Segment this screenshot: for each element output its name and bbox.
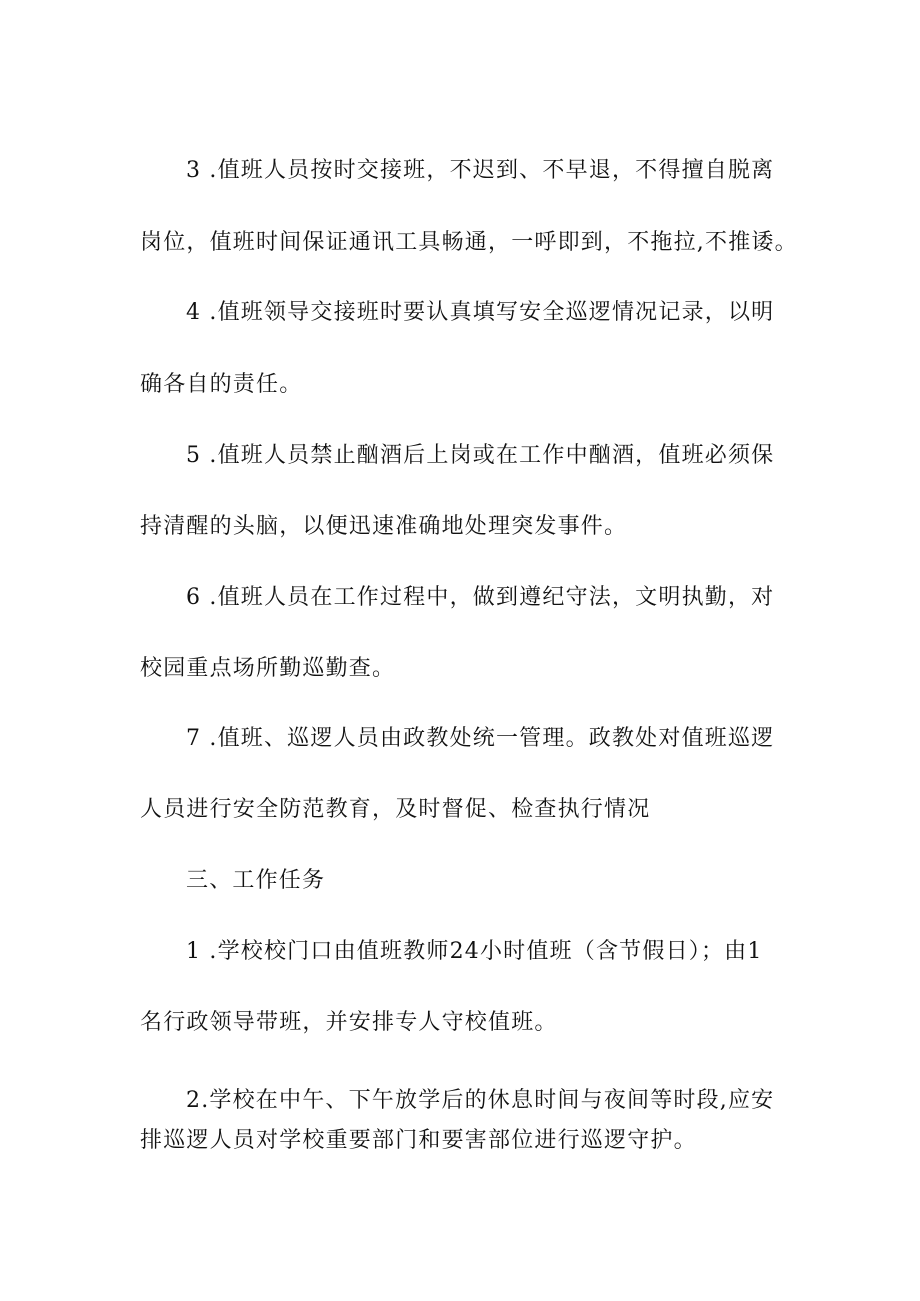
section-heading: 三、工作任务 xyxy=(186,868,326,893)
item-4-line-2: 确各自的责任。 xyxy=(140,372,303,397)
item-3-line-2: 岗位，值班时间保证通讯工具畅通，一呼即到，不拖拉,不推诿。 xyxy=(140,230,798,255)
item-3-line-1: 3 .值班人员按时交接班，不迟到、不早退，不得擅自脱离 xyxy=(186,158,775,183)
task-2-line-1: 2.学校在中午、下午放学后的休息时间与夜间等时段,应安 xyxy=(186,1088,775,1113)
task-2-line-2: 排巡逻人员对学校重要部门和要害部位进行巡逻守护。 xyxy=(140,1128,697,1153)
task-1-line-2: 名行政领导带班，并安排专人守校值班。 xyxy=(140,1010,558,1035)
item-4-line-1: 4 .值班领导交接班时要认真填写安全巡逻情况记录，以明 xyxy=(186,300,775,325)
item-5-line-2: 持清醒的头脑，以便迅速准确地处理突发事件。 xyxy=(140,514,628,539)
item-6-line-2: 校园重点场所勤巡勤查。 xyxy=(140,656,396,681)
item-7-line-2: 人员进行安全防范教育，及时督促、检查执行情况 xyxy=(140,797,651,822)
task-1-line-1: 1 .学校校门口由值班教师24小时值班（含节假日）；由1 xyxy=(186,939,763,964)
item-7-line-1: 7 .值班、巡逻人员由政教处统一管理。政教处对值班巡逻 xyxy=(186,726,775,751)
item-6-line-1: 6 .值班人员在工作过程中，做到遵纪守法，文明执勤，对 xyxy=(186,585,775,610)
item-5-line-1: 5 .值班人员禁止酗酒后上岗或在工作中酗酒，值班必须保 xyxy=(186,443,775,468)
